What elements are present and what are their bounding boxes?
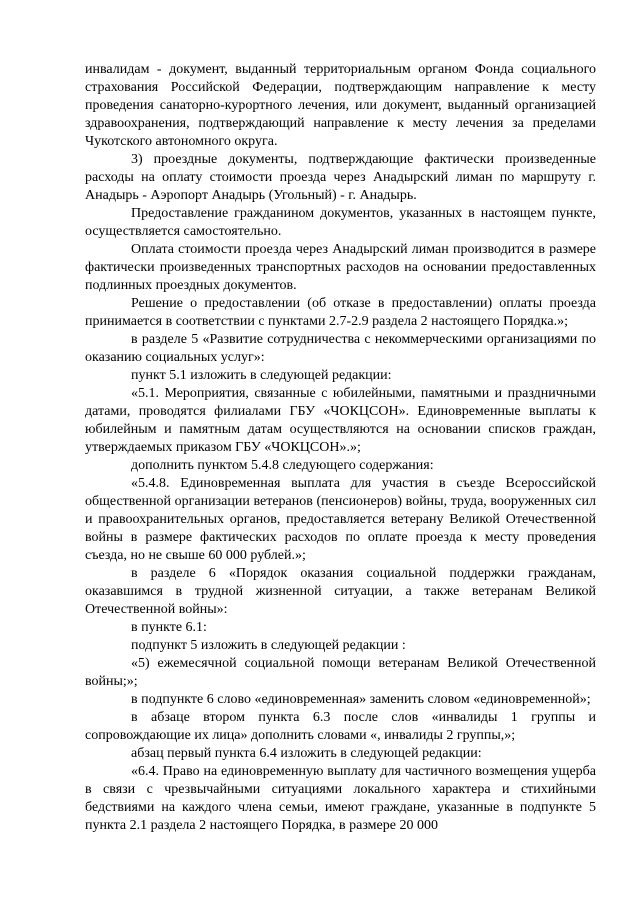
paragraph: пункт 5.1 изложить в следующей редакции: (131, 368, 392, 383)
paragraph: «5.4.8. Единовременная выплата для участия в съезде Всероссийской общественной организации ветеранов (пенсионеров) войны, труда, вооруженных сил и правоохранительных органов, предоставляется ветерану Великой Отечественной войны в размере фактических расходов по оплате проезда к месту проведения съезда, но не свыше 60 000 рублей.»; (85, 476, 596, 563)
paragraph: инвалидам - документ, выданный территориальным органом Фонда социального страхования Российской Федерации, подтверждающим направление к месту проведения санаторно-курортного лечения, или документ, выданный организацией здравоохранения, подтверждающий направление к месту лечения за пределами Чукотского автономного округа. (85, 62, 596, 149)
document-body (85, 61, 596, 835)
paragraph: в пункте 6.1: (131, 620, 207, 635)
paragraph: «5.1. Мероприятия, связанные с юбилейными, памятными и праздничными датами, проводятся филиалами ГБУ «ЧОКЦСОН». Единовременные выплаты к юбилейным и памятным датам осуществляются на основании списков граждан, утверждаемых приказом ГБУ «ЧОКЦСОН».»; (85, 386, 596, 455)
paragraph: «6.4. Право на единовременную выплату для частичного возмещения ущерба в связи с чрезвычайными ситуациями локального характера и стихийными бедствиями на каждого члена семьи, имеют граждане, указанные в подпункте 5 пункта 2.1 раздела 2 настоящего Порядка, в размере 20 000 (85, 764, 596, 833)
paragraph: «5) ежемесячной социальной помощи ветеранам Великой Отечественной войны;»; (85, 656, 596, 689)
paragraph: абзац первый пункта 6.4 изложить в следующей редакции: (131, 746, 482, 761)
paragraph: Оплата стоимости проезда через Анадырский лиман производится в размере фактически произведенных транспортных расходов на основании предоставленных подлинных проездных документов. (85, 242, 596, 293)
paragraph: Решение о предоставлении (об отказе в предоставлении) оплаты проезда принимается в соответствии с пунктами 2.7-2.9 раздела 2 настоящего Порядка.»; (85, 296, 596, 329)
paragraph: в абзаце втором пункта 6.3 после слов «инвалиды 1 группы и сопровождающие их лица» дополнить словами «, инвалиды 2 группы,»; (85, 710, 596, 743)
paragraph: в разделе 6 «Порядок оказания социальной поддержки гражданам, оказавшимся в трудной жизненной ситуации, а также ветеранам Великой Отечественной войны»: (85, 566, 596, 617)
paragraph: дополнить пунктом 5.4.8 следующего содержания: (131, 458, 434, 473)
paragraph: Предоставление гражданином документов, указанных в настоящем пункте, осуществляется самостоятельно. (85, 206, 596, 239)
paragraph: подпункт 5 изложить в следующей редакции : (131, 638, 406, 653)
paragraph: в подпункте 6 слово «единовременная» заменить словом «единовременной»; (131, 692, 591, 707)
paragraph: 3) проездные документы, подтверждающие фактически произведенные расходы на оплату стоимости проезда через Анадырский лиман по маршруту г. Анадырь - Аэропорт Анадырь (Угольный) - г. Анадырь. (85, 152, 596, 203)
paragraph: в разделе 5 «Развитие сотрудничества с некоммерческими организациями по оказанию социальных услуг»: (85, 332, 596, 365)
